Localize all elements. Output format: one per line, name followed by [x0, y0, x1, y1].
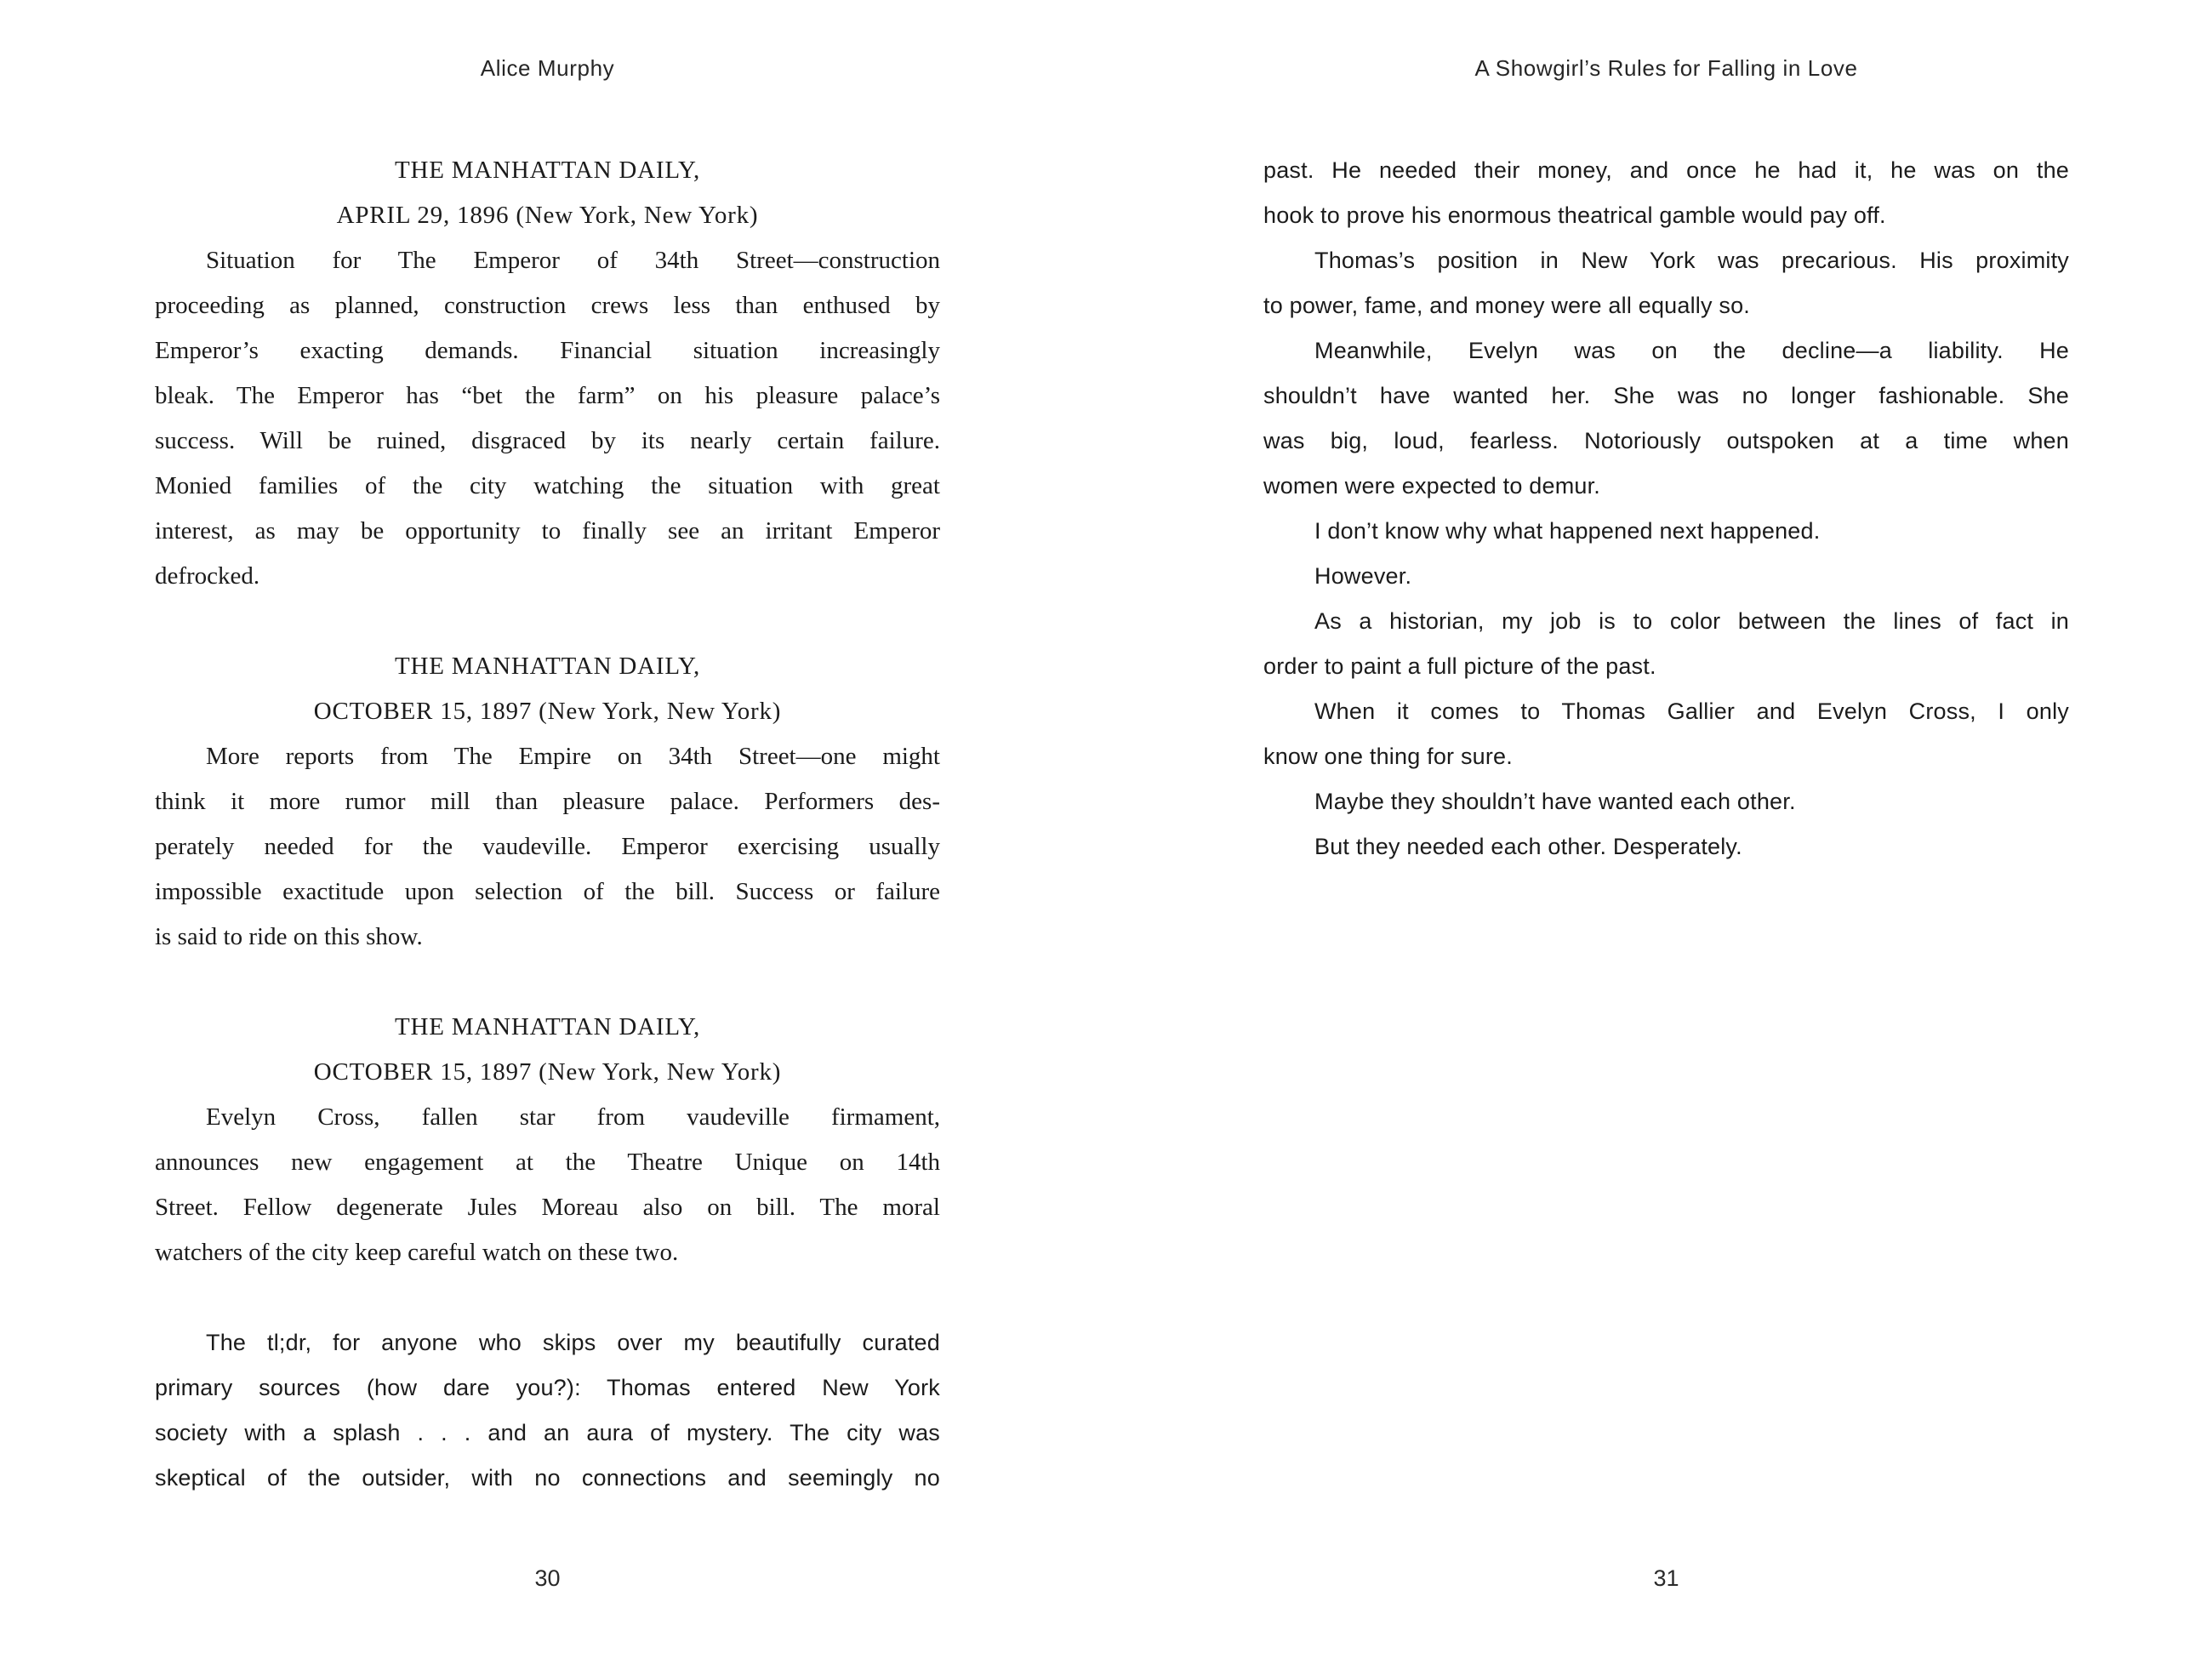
- body-text-line: defrocked.: [155, 562, 260, 590]
- body-text-line: As a historian, my job is to color between the lines of fact in: [1314, 608, 2069, 634]
- body-text-line: When it comes to Thomas Gallier and Evelyn Cross, I only: [1314, 698, 2069, 724]
- body-text-line: impossible exactitude upon selection of the bill. Success or failure: [155, 878, 940, 905]
- body-text-line: hook to prove his enormous theatrical gamble would pay off.: [1263, 202, 1886, 228]
- running-head-title: A Showgirl’s Rules for Falling in Love: [1474, 55, 1858, 81]
- body-text-line: think it more rumor mill than pleasure palace. Performers des-: [155, 788, 940, 815]
- block-spacer: [155, 960, 940, 1005]
- clipping-dateline: OCTOBER 15, 1897 (New York, New York): [313, 698, 782, 725]
- body-text-line: skeptical of the outsider, with no connections and seemingly no: [155, 1465, 940, 1491]
- body-text-line: society with a splash . . . and an aura of mystery. The city was: [155, 1420, 940, 1445]
- body-text-line: past. He needed their money, and once he had it, he was on the: [1263, 157, 2069, 183]
- clipping-source-line: THE MANHATTAN DAILY,: [394, 157, 700, 184]
- running-head-author: Alice Murphy: [480, 55, 615, 81]
- block-spacer: [155, 599, 940, 644]
- body-text-line: More reports from The Empire on 34th Street—one might: [206, 743, 940, 770]
- body-text-line: The tl;dr, for anyone who skips over my beautifully curated: [206, 1330, 940, 1355]
- body-text-line: to power, fame, and money were all equally so.: [1263, 293, 1751, 318]
- body-text-line: Meanwhile, Evelyn was on the decline—a liability. He: [1314, 338, 2069, 363]
- newspaper-clipping: [155, 148, 940, 599]
- body-text-line: I don’t know why what happened next happened.: [1314, 518, 1821, 544]
- body-text-line: primary sources (how dare you?): Thomas entered New York: [155, 1375, 940, 1400]
- body-text-line: was big, loud, fearless. Notoriously outspoken at a time when: [1263, 428, 2069, 453]
- body-text-line: Maybe they shouldn’t have wanted each other.: [1314, 789, 1796, 814]
- body-text-line: Thomas’s position in New York was precarious. His proximity: [1314, 248, 2069, 273]
- body-text-line: perately needed for the vaudeville. Emperor exercising usually: [155, 833, 940, 860]
- right-page-text-column: [1263, 148, 2069, 869]
- newspaper-clipping: [155, 1005, 940, 1275]
- clipping-source-line: THE MANHATTAN DAILY,: [394, 1013, 700, 1040]
- body-text-line: proceeding as planned, construction crews less than enthused by: [155, 292, 940, 319]
- clipping-dateline: OCTOBER 15, 1897 (New York, New York): [313, 1058, 782, 1086]
- block-spacer: [155, 1275, 940, 1320]
- clipping-source-line: THE MANHATTAN DAILY,: [394, 653, 700, 680]
- left-page-text-column: [155, 148, 940, 1501]
- body-text-line: watchers of the city keep careful watch on these two.: [155, 1239, 679, 1266]
- body-text-line: women were expected to demur.: [1263, 473, 1601, 499]
- body-text-line: success. Will be ruined, disgraced by its nearly certain failure.: [155, 427, 940, 454]
- body-text-line: Situation for The Emperor of 34th Street—construction: [206, 247, 940, 274]
- page-number: 31: [1653, 1565, 1679, 1591]
- newspaper-clipping: [155, 644, 940, 960]
- body-text-line: order to paint a full picture of the past.: [1263, 653, 1656, 679]
- clipping-dateline: APRIL 29, 1896 (New York, New York): [336, 202, 759, 229]
- body-text-line: Evelyn Cross, fallen star from vaudeville firmament,: [206, 1103, 940, 1131]
- body-text-line: bleak. The Emperor has “bet the farm” on his pleasure palace’s: [155, 382, 940, 409]
- body-text-line: Monied families of the city watching the situation with great: [155, 472, 940, 499]
- body-text-line: Emperor’s exacting demands. Financial situation increasingly: [155, 337, 940, 364]
- body-text-line: shouldn’t have wanted her. She was no longer fashionable. She: [1263, 383, 2069, 408]
- body-text-line: know one thing for sure.: [1263, 744, 1513, 769]
- body-text-line: announces new engagement at the Theatre Unique on 14th: [155, 1149, 940, 1176]
- body-text-line: interest, as may be opportunity to finally see an irritant Emperor: [155, 517, 940, 544]
- body-text-line: Street. Fellow degenerate Jules Moreau also on bill. The moral: [155, 1194, 940, 1221]
- narration-paragraph: [155, 1320, 940, 1501]
- body-text-line: But they needed each other. Desperately.: [1314, 834, 1742, 859]
- body-text-line: is said to ride on this show.: [155, 923, 423, 950]
- page-number: 30: [534, 1565, 561, 1591]
- body-text-line: However.: [1314, 563, 1412, 589]
